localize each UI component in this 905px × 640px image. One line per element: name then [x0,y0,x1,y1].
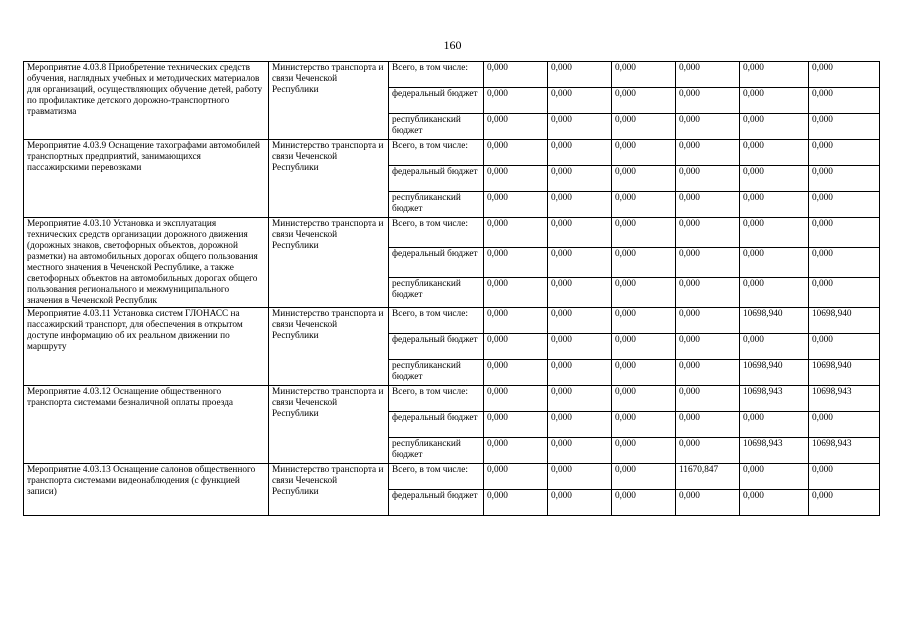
value-cell: 0,000 [612,166,676,192]
table-row [24,140,880,166]
table-body [24,62,880,516]
value-cell: 0,000 [809,218,880,248]
value-cell: 0,000 [548,114,612,140]
value-cell: 0,000 [612,412,676,438]
page-number: 160 [443,38,462,52]
value-cell: 0,000 [740,490,809,516]
value-cell: 0,000 [809,140,880,166]
value-cell: 0,000 [548,464,612,490]
value-cell: 0,000 [548,438,612,464]
value-cell: 0,000 [676,308,740,334]
value-cell: 0,000 [548,386,612,412]
funding-source-cell: федеральный бюджет [389,412,484,438]
table-row [24,386,880,412]
value-cell: 0,000 [676,166,740,192]
value-cell: 0,000 [484,360,548,386]
value-cell: 0,000 [740,166,809,192]
value-cell: 0,000 [809,278,880,308]
value-cell: 0,000 [676,490,740,516]
value-cell: 0,000 [676,140,740,166]
value-cell: 0,000 [676,360,740,386]
value-cell: 0,000 [676,114,740,140]
value-cell: 0,000 [484,192,548,218]
executor-cell: Министерство транспорта и связи Чеченской Республики [269,62,389,140]
value-cell: 0,000 [612,192,676,218]
value-cell: 10698,943 [740,386,809,412]
value-cell: 0,000 [740,248,809,278]
value-cell: 0,000 [484,464,548,490]
value-cell: 0,000 [612,88,676,114]
value-cell: 0,000 [809,166,880,192]
value-cell: 0,000 [612,114,676,140]
value-cell: 0,000 [809,464,880,490]
measure-cell: Мероприятие 4.03.12 Оснащение общественного транспорта системами безналичной оплаты проезда [24,386,269,464]
funding-source-cell: федеральный бюджет [389,334,484,360]
executor-cell: Министерство транспорта и связи Чеченской Республики [269,218,389,308]
value-cell: 0,000 [548,334,612,360]
value-cell: 0,000 [484,88,548,114]
value-cell: 0,000 [612,308,676,334]
funding-source-cell: республиканский бюджет [389,360,484,386]
value-cell: 0,000 [740,88,809,114]
value-cell: 0,000 [484,218,548,248]
value-cell: 0,000 [548,140,612,166]
funding-source-cell: федеральный бюджет [389,248,484,278]
value-cell: 0,000 [548,88,612,114]
value-cell: 0,000 [676,278,740,308]
value-cell: 0,000 [676,412,740,438]
executor-cell: Министерство транспорта и связи Чеченской Республики [269,140,389,218]
value-cell: 0,000 [809,62,880,88]
table-row [24,62,880,88]
funding-source-cell: Всего, в том числе: [389,386,484,412]
value-cell: 0,000 [612,62,676,88]
value-cell: 0,000 [676,192,740,218]
value-cell: 11670,847 [676,464,740,490]
value-cell: 10698,940 [809,308,880,334]
funding-source-cell: Всего, в том числе: [389,140,484,166]
table-row [24,308,880,334]
value-cell: 0,000 [548,412,612,438]
funding-source-cell: федеральный бюджет [389,166,484,192]
value-cell: 10698,943 [809,386,880,412]
budget-table [23,61,880,516]
value-cell: 0,000 [484,334,548,360]
funding-source-cell: республиканский бюджет [389,438,484,464]
executor-cell: Министерство транспорта и связи Чеченской Республики [269,386,389,464]
executor-cell: Министерство транспорта и связи Чеченской Республики [269,308,389,386]
value-cell: 10698,943 [740,438,809,464]
value-cell: 0,000 [676,88,740,114]
value-cell: 0,000 [612,140,676,166]
funding-source-cell: республиканский бюджет [389,192,484,218]
table-row [24,218,880,248]
value-cell: 0,000 [484,386,548,412]
measure-cell: Мероприятие 4.03.8 Приобретение технических средств обучения, наглядных учебных и методических материалов для организаций, осуществляющих обучение детей, работу по профилактике детского дорожно-транспортного травматизма [24,62,269,140]
value-cell: 10698,943 [809,438,880,464]
value-cell: 0,000 [612,490,676,516]
value-cell: 10698,940 [809,360,880,386]
value-cell: 10698,940 [740,360,809,386]
value-cell: 0,000 [548,248,612,278]
value-cell: 0,000 [612,334,676,360]
value-cell: 0,000 [809,88,880,114]
funding-source-cell: республиканский бюджет [389,278,484,308]
value-cell: 0,000 [484,62,548,88]
value-cell: 0,000 [484,114,548,140]
value-cell: 0,000 [612,218,676,248]
value-cell: 0,000 [484,278,548,308]
value-cell: 0,000 [548,308,612,334]
value-cell: 0,000 [676,438,740,464]
value-cell: 0,000 [484,308,548,334]
value-cell: 0,000 [740,412,809,438]
value-cell: 0,000 [676,218,740,248]
value-cell: 0,000 [809,192,880,218]
executor-cell: Министерство транспорта и связи Чеченской Республики [269,464,389,516]
value-cell: 0,000 [484,166,548,192]
value-cell: 0,000 [612,248,676,278]
funding-source-cell: Всего, в том числе: [389,308,484,334]
funding-source-cell: Всего, в том числе: [389,464,484,490]
value-cell: 0,000 [548,490,612,516]
value-cell: 0,000 [740,140,809,166]
value-cell: 0,000 [809,412,880,438]
value-cell: 0,000 [484,248,548,278]
funding-source-cell: республиканский бюджет [389,114,484,140]
value-cell: 0,000 [809,334,880,360]
value-cell: 0,000 [740,114,809,140]
value-cell: 0,000 [548,360,612,386]
funding-source-cell: Всего, в том числе: [389,62,484,88]
value-cell: 0,000 [740,464,809,490]
value-cell: 0,000 [484,140,548,166]
value-cell: 0,000 [740,334,809,360]
measure-cell: Мероприятие 4.03.13 Оснащение салонов общественного транспорта системами видеонаблюдения (с функцией записи) [24,464,269,516]
value-cell: 0,000 [740,62,809,88]
value-cell: 0,000 [612,360,676,386]
value-cell: 0,000 [612,438,676,464]
value-cell: 0,000 [548,192,612,218]
value-cell: 0,000 [740,218,809,248]
value-cell: 0,000 [809,114,880,140]
value-cell: 0,000 [548,218,612,248]
measure-cell: Мероприятие 4.03.11 Установка систем ГЛОНАСС на пассажирский транспорт, для обеспечения в открытом доступе информацию об их реальном движении по маршруту [24,308,269,386]
value-cell: 0,000 [740,192,809,218]
value-cell: 0,000 [612,464,676,490]
value-cell: 0,000 [612,386,676,412]
value-cell: 0,000 [484,438,548,464]
value-cell: 0,000 [676,248,740,278]
measure-cell: Мероприятие 4.03.9 Оснащение тахографами автомобилей транспортных предприятий, занимающихся пассажирскими перевозками [24,140,269,218]
value-cell: 0,000 [676,334,740,360]
value-cell: 0,000 [548,62,612,88]
value-cell: 0,000 [612,278,676,308]
value-cell: 0,000 [548,278,612,308]
value-cell: 0,000 [548,166,612,192]
value-cell: 0,000 [676,62,740,88]
measure-cell: Мероприятие 4.03.10 Установка и эксплуатация технических средств организации дорожного движения (дорожных знаков, светофорных объектов, дорожной разметки) на автомобильных дорогах общего пользования местного значения в Чеченской Республике, а также светофорных объектов на автомобильных дорогах общего пользования регионального и межмуниципального значения в Чеченской Республик [24,218,269,308]
value-cell: 0,000 [809,490,880,516]
value-cell: 0,000 [676,386,740,412]
table-row [24,464,880,490]
funding-source-cell: Всего, в том числе: [389,218,484,248]
funding-source-cell: федеральный бюджет [389,490,484,516]
value-cell: 0,000 [740,278,809,308]
value-cell: 0,000 [484,490,548,516]
value-cell: 0,000 [484,412,548,438]
funding-source-cell: федеральный бюджет [389,88,484,114]
value-cell: 10698,940 [740,308,809,334]
value-cell: 0,000 [809,248,880,278]
